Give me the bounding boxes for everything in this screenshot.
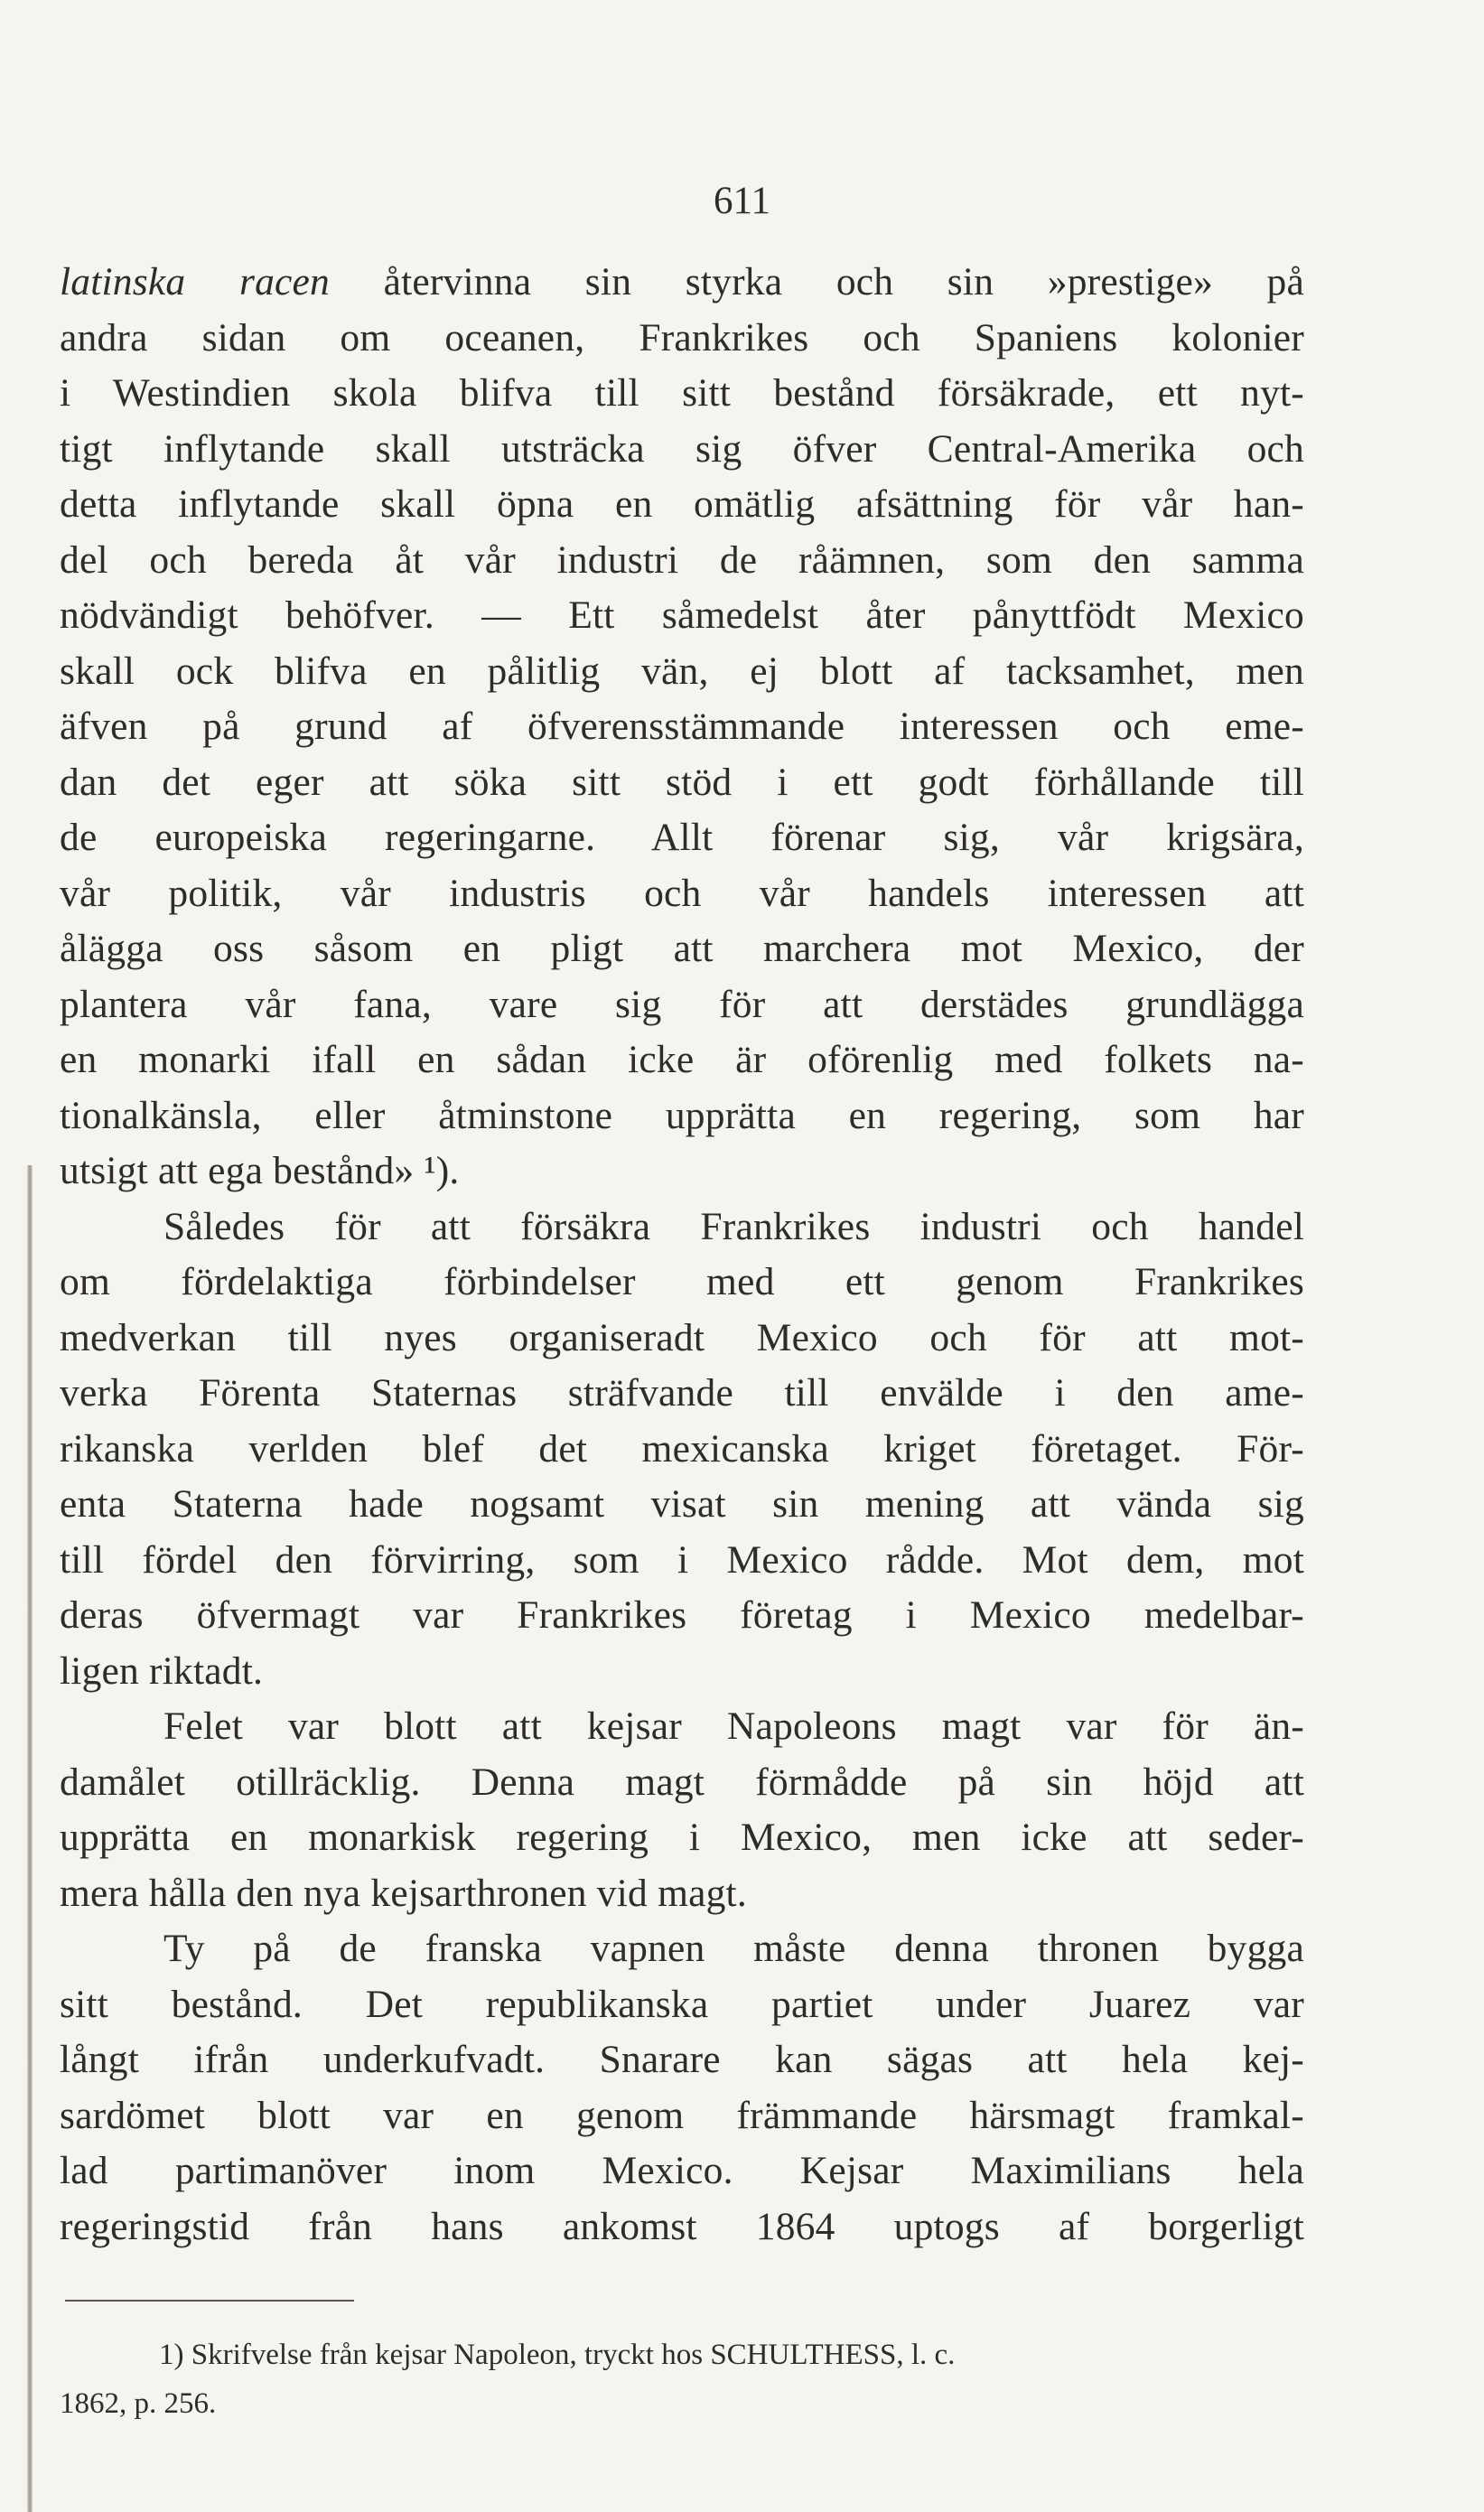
text-line — [60, 1200, 1304, 1256]
text-segment: Således för att försäkra Frankrikes industri och handel — [163, 1204, 1304, 1248]
text-line — [60, 977, 1304, 1033]
text-line — [60, 810, 1304, 866]
footnote-1-continuation: 1862, p. 256. — [60, 2387, 217, 2420]
text-line — [60, 1422, 1304, 1478]
text-segment: rikanska verlden blef det mexicanska kriget företaget. För- — [60, 1426, 1304, 1471]
text-segment: skall ock blifva en pålitlig vän, ej blott af tacksamhet, men — [60, 649, 1304, 693]
text-segment: äfven på grund af öfverensstämmande interessen och eme- — [60, 705, 1304, 748]
text-segment: detta inflytande skall öpna en omätlig afsättning för vår han- — [60, 482, 1304, 526]
page-number: 611 — [714, 180, 770, 222]
text-line — [60, 1032, 1304, 1088]
text-segment: de europeiska regeringarne. Allt förenar sig, vår krigsära, — [60, 816, 1304, 859]
text-line — [60, 921, 1304, 977]
text-segment: regeringstid från hans ankomst 1864 uptogs af borgerligt — [60, 2204, 1304, 2248]
text-line — [60, 1921, 1304, 1977]
text-segment: sitt bestånd. Det republikanska partiet under Juarez var — [60, 1982, 1304, 2026]
text-line — [60, 366, 1304, 422]
text-line — [60, 1477, 1304, 1533]
page-binding-edge — [27, 1165, 33, 2512]
text-line — [60, 2143, 1304, 2199]
footnote-rule — [65, 2300, 354, 2302]
text-line — [60, 1588, 1304, 1644]
text-line — [60, 644, 1304, 700]
text-line — [60, 1533, 1304, 1589]
text-line — [60, 1755, 1304, 1811]
text-segment: dan det eger att söka sitt stöd i ett godt förhållande till — [60, 760, 1304, 804]
text-segment: sardömet blott var en genom främmande härsmagt framkal- — [60, 2093, 1304, 2137]
text-line — [60, 1977, 1304, 2033]
text-segment: andra sidan om oceanen, Frankrikes och Spaniens kolonier — [60, 315, 1304, 360]
text-segment: enta Staterna hade nogsamt visat sin mening att vända sig — [60, 1482, 1304, 1526]
text-line — [60, 1144, 1304, 1200]
text-segment: plantera vår fana, vare sig för att derstädes grundlägga — [60, 982, 1304, 1026]
text-segment: ålägga oss såsom en pligt att marchera mot Mexico, der — [60, 927, 1304, 970]
text-line — [60, 1311, 1304, 1367]
text-segment: lad partimanöver inom Mexico. Kejsar Maximilians hela — [60, 2149, 1304, 2192]
text-segment: i Westindien skola blifva till sitt bestånd försäkrade, ett nyt- — [60, 371, 1304, 415]
text-segment: en monarki ifall en sådan icke är oförenlig med folkets na- — [60, 1038, 1304, 1081]
text-line — [60, 588, 1304, 644]
text-segment: del och bereda åt vår industri de råämnen, som den samma — [60, 537, 1304, 582]
text-line — [60, 255, 1304, 311]
text-line — [60, 1088, 1304, 1144]
text-segment: långt ifrån underkufvadt. Snarare kan sägas att hela kej- — [60, 2038, 1304, 2081]
text-line — [60, 866, 1304, 922]
text-line — [60, 2088, 1304, 2144]
footnotes — [60, 2330, 1304, 2428]
text-line — [60, 1255, 1304, 1311]
text-segment: Ty på de franska vapnen måste denna thronen bygga — [163, 1927, 1304, 1970]
text-segment: ligen riktadt. — [60, 1648, 264, 1693]
text-segment: medverkan till nyes organiseradt Mexico och för att mot- — [60, 1315, 1304, 1359]
text-segment: upprätta en monarkisk regering i Mexico, men icke att seder- — [60, 1816, 1304, 1859]
text-segment: damålet otillräcklig. Denna magt förmådde på sin höjd att — [60, 1760, 1304, 1804]
text-line — [60, 533, 1304, 589]
text-line — [60, 1810, 1304, 1866]
text-segment: mera hålla den nya kejsarthronen vid magt. — [60, 1871, 747, 1915]
text-segment: tigt inflytande skall utsträcka sig öfver Central-Amerika och — [60, 426, 1304, 471]
body-text — [60, 255, 1304, 2255]
text-line — [60, 1866, 1304, 1922]
text-segment: deras öfvermagt var Frankrikes företag i Mexico medelbar- — [60, 1593, 1304, 1637]
text-segment: nödvändigt behöfver. — Ett såmedelst åter pånyttfödt Mexico — [60, 593, 1304, 637]
text-line — [60, 477, 1304, 533]
text-line — [60, 1366, 1304, 1422]
text-segment — [185, 260, 239, 303]
text-line — [60, 2032, 1304, 2088]
text-segment: återvinna sin styrka och sin »prestige» på — [329, 260, 1304, 303]
text-segment: verka Förenta Staternas sträfvande till envälde i den ame- — [60, 1371, 1304, 1415]
text-line — [60, 1644, 1304, 1700]
text-line — [60, 755, 1304, 811]
text-segment: vår politik, vår industris och vår handels interessen att — [60, 871, 1304, 915]
text-segment: Felet var blott att kejsar Napoleons magt var för än- — [163, 1704, 1304, 1748]
text-line — [60, 311, 1304, 367]
text-line — [60, 422, 1304, 478]
text-segment: om fördelaktiga förbindelser med ett genom Frankrikes — [60, 1260, 1304, 1303]
text-segment: utsigt att ega bestånd» ¹). — [60, 1149, 460, 1192]
text-line — [60, 2199, 1304, 2255]
footnote-1: 1) Skrifvelse från kejsar Napoleon, tryckt hos SCHULTHESS, l. c. — [159, 2339, 956, 2371]
italic-text: latinska — [60, 260, 186, 303]
text-line — [60, 1699, 1304, 1755]
text-segment: tionalkänsla, eller åtminstone upprätta en regering, som har — [60, 1093, 1304, 1137]
italic-text: racen — [238, 260, 330, 303]
text-segment: till fördel den förvirring, som i Mexico rådde. Mot dem, mot — [60, 1537, 1304, 1582]
text-line — [60, 699, 1304, 755]
